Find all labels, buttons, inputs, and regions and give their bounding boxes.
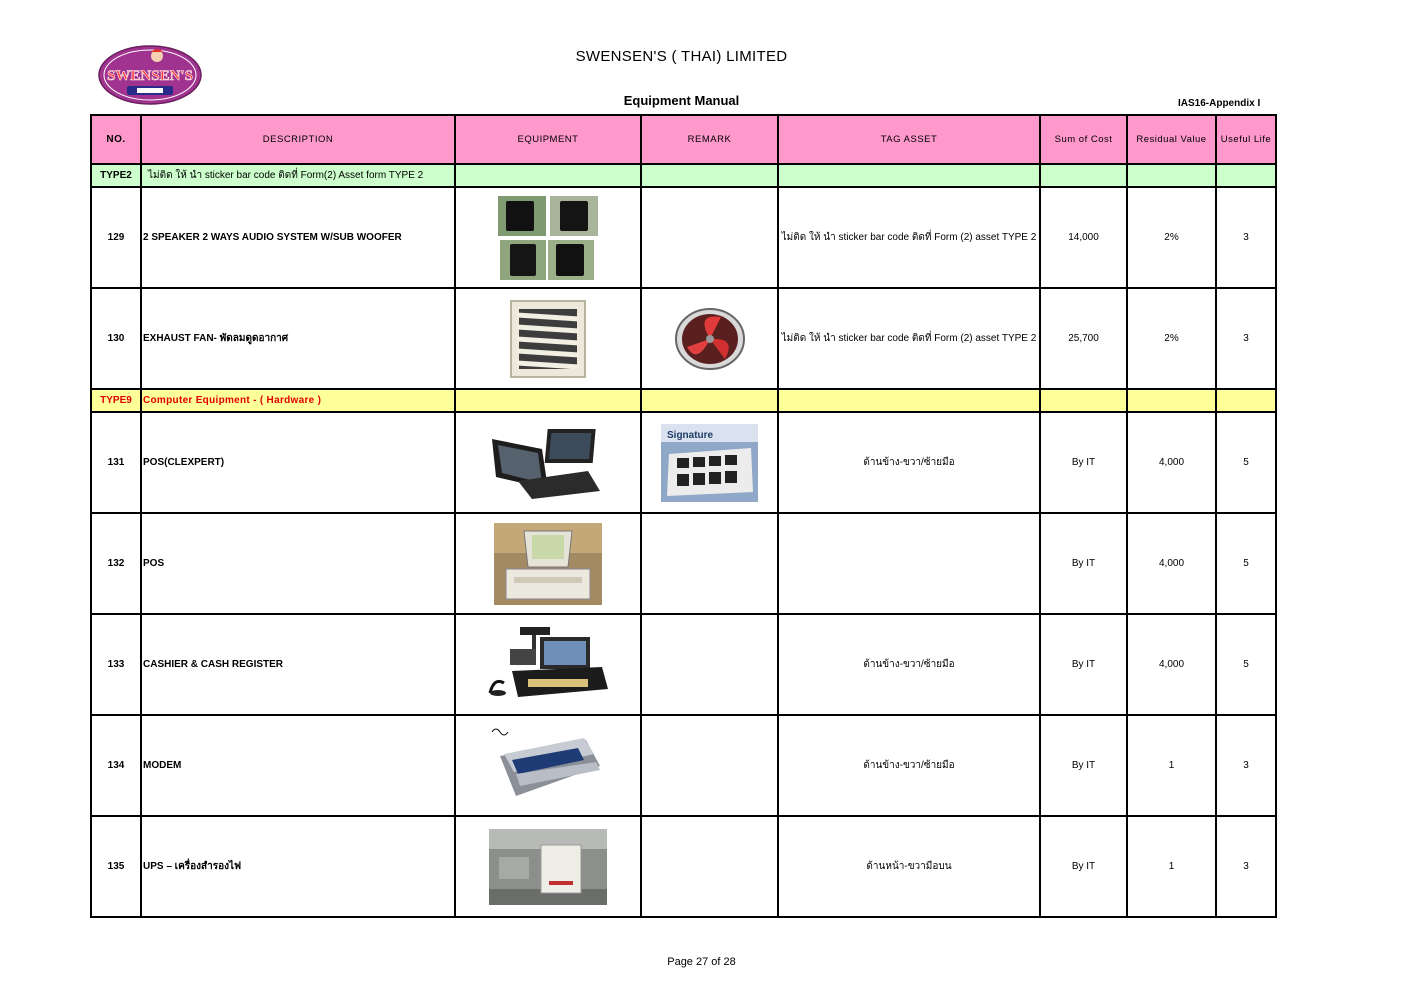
table-row [91,288,1276,389]
fan-photo [673,307,747,371]
table-row [91,816,1276,917]
row-sum-of-cost: By IT [1040,715,1127,816]
row-tag-asset: ไม่ติด ให้ นำ sticker bar code ติดที่ Form (2) asset TYPE 2 [778,187,1040,288]
row-useful-life: 5 [1216,513,1276,614]
row-sum-of-cost: By IT [1040,816,1127,917]
row-remark [641,513,778,614]
row-tag-asset: ด้านข้าง-ขวา/ซ้ายมือ [778,412,1040,513]
section-type2-label: TYPE2 [91,164,141,187]
table-header-row [91,115,1276,164]
col-header-remark: REMARK [641,115,778,164]
section-type2-desc: ไม่ติด ให้ นำ sticker bar code ติดที่ Form(2) Asset form TYPE 2 [141,164,455,187]
equipment-table [90,114,1277,918]
row-remark [641,614,778,715]
row-description: 2 SPEAKER 2 WAYS AUDIO SYSTEM W/SUB WOOFER [141,187,455,288]
row-useful-life: 3 [1216,187,1276,288]
document-title: Equipment Manual [623,93,740,108]
row-sum-of-cost: 14,000 [1040,187,1127,288]
cash-register-photo [484,627,612,703]
row-tag-asset [778,513,1040,614]
row-residual-value: 2% [1127,288,1216,389]
ups-photo [489,829,607,905]
row-no: 132 [91,513,141,614]
col-header-description: DESCRIPTION [141,115,455,164]
row-tag-asset: ด้านข้าง-ขวา/ซ้ายมือ [778,614,1040,715]
col-header-sum-of-cost: Sum of Cost [1040,115,1127,164]
row-no: 134 [91,715,141,816]
row-equipment [455,288,641,389]
row-no: 129 [91,187,141,288]
col-header-residual-value: Residual Value [1127,115,1216,164]
row-sum-of-cost: 25,700 [1040,288,1127,389]
row-equipment [455,715,641,816]
row-remark [641,412,778,513]
section-type9-desc: Computer Equipment - ( Hardware ) [141,389,455,412]
cash-drawer-photo [661,424,758,502]
table-row [91,513,1276,614]
row-no: 135 [91,816,141,917]
row-tag-asset: ด้านหน้า-ขวามือบน [778,816,1040,917]
exhaust-fan-photo [509,299,587,379]
section-type9-label: TYPE9 [91,389,141,412]
col-header-equipment: EQUIPMENT [455,115,641,164]
row-no: 133 [91,614,141,715]
row-no: 130 [91,288,141,389]
row-description: UPS – เครื่องสำรองไฟ [141,816,455,917]
row-description: EXHAUST FAN- พัดลมดูดอากาศ [141,288,455,389]
row-no: 131 [91,412,141,513]
row-equipment [455,187,641,288]
svg-text:Signature: Signature [667,429,714,441]
row-description: CASHIER & CASH REGISTER [141,614,455,715]
row-sum-of-cost: By IT [1040,614,1127,715]
table-row [91,715,1276,816]
pos-terminal-photo [488,425,608,501]
row-equipment [455,412,641,513]
row-equipment [455,513,641,614]
row-equipment [455,614,641,715]
row-useful-life: 5 [1216,614,1276,715]
row-residual-value: 2% [1127,187,1216,288]
row-residual-value: 4,000 [1127,614,1216,715]
company-name: SWENSEN'S ( THAI) LIMITED [575,48,788,65]
row-useful-life: 3 [1216,816,1276,917]
row-useful-life: 3 [1216,288,1276,389]
col-header-tag-asset: TAG ASSET [778,115,1040,164]
section-row-type9 [91,389,1276,412]
appendix-label: IAS16-Appendix I [1178,98,1261,109]
row-tag-asset: ไม่ติด ให้ นำ sticker bar code ติดที่ Form (2) asset TYPE 2 [778,288,1040,389]
col-header-useful-life: Useful Life [1216,115,1276,164]
row-residual-value: 1 [1127,715,1216,816]
page-number: Page 27 of 28 [667,956,736,968]
row-residual-value: 1 [1127,816,1216,917]
row-remark [641,187,778,288]
row-useful-life: 5 [1216,412,1276,513]
row-description: POS(CLEXPERT) [141,412,455,513]
row-residual-value: 4,000 [1127,412,1216,513]
row-equipment [455,816,641,917]
row-tag-asset: ด้านข้าง-ขวา/ซ้ายมือ [778,715,1040,816]
row-sum-of-cost: By IT [1040,412,1127,513]
table-row [91,187,1276,288]
row-useful-life: 3 [1216,715,1276,816]
row-remark [641,715,778,816]
row-description: MODEM [141,715,455,816]
row-remark [641,816,778,917]
modem-photo [490,726,606,806]
table-row [91,614,1276,715]
row-description: POS [141,513,455,614]
pos-photo [494,523,602,605]
row-sum-of-cost: By IT [1040,513,1127,614]
col-header-no: NO. [91,115,141,164]
row-remark [641,288,778,389]
row-residual-value: 4,000 [1127,513,1216,614]
table-row [91,412,1276,513]
speaker-photo [498,196,598,280]
section-row-type2 [91,164,1276,187]
svg-text:SWENSEN'S: SWENSEN'S [107,68,193,84]
